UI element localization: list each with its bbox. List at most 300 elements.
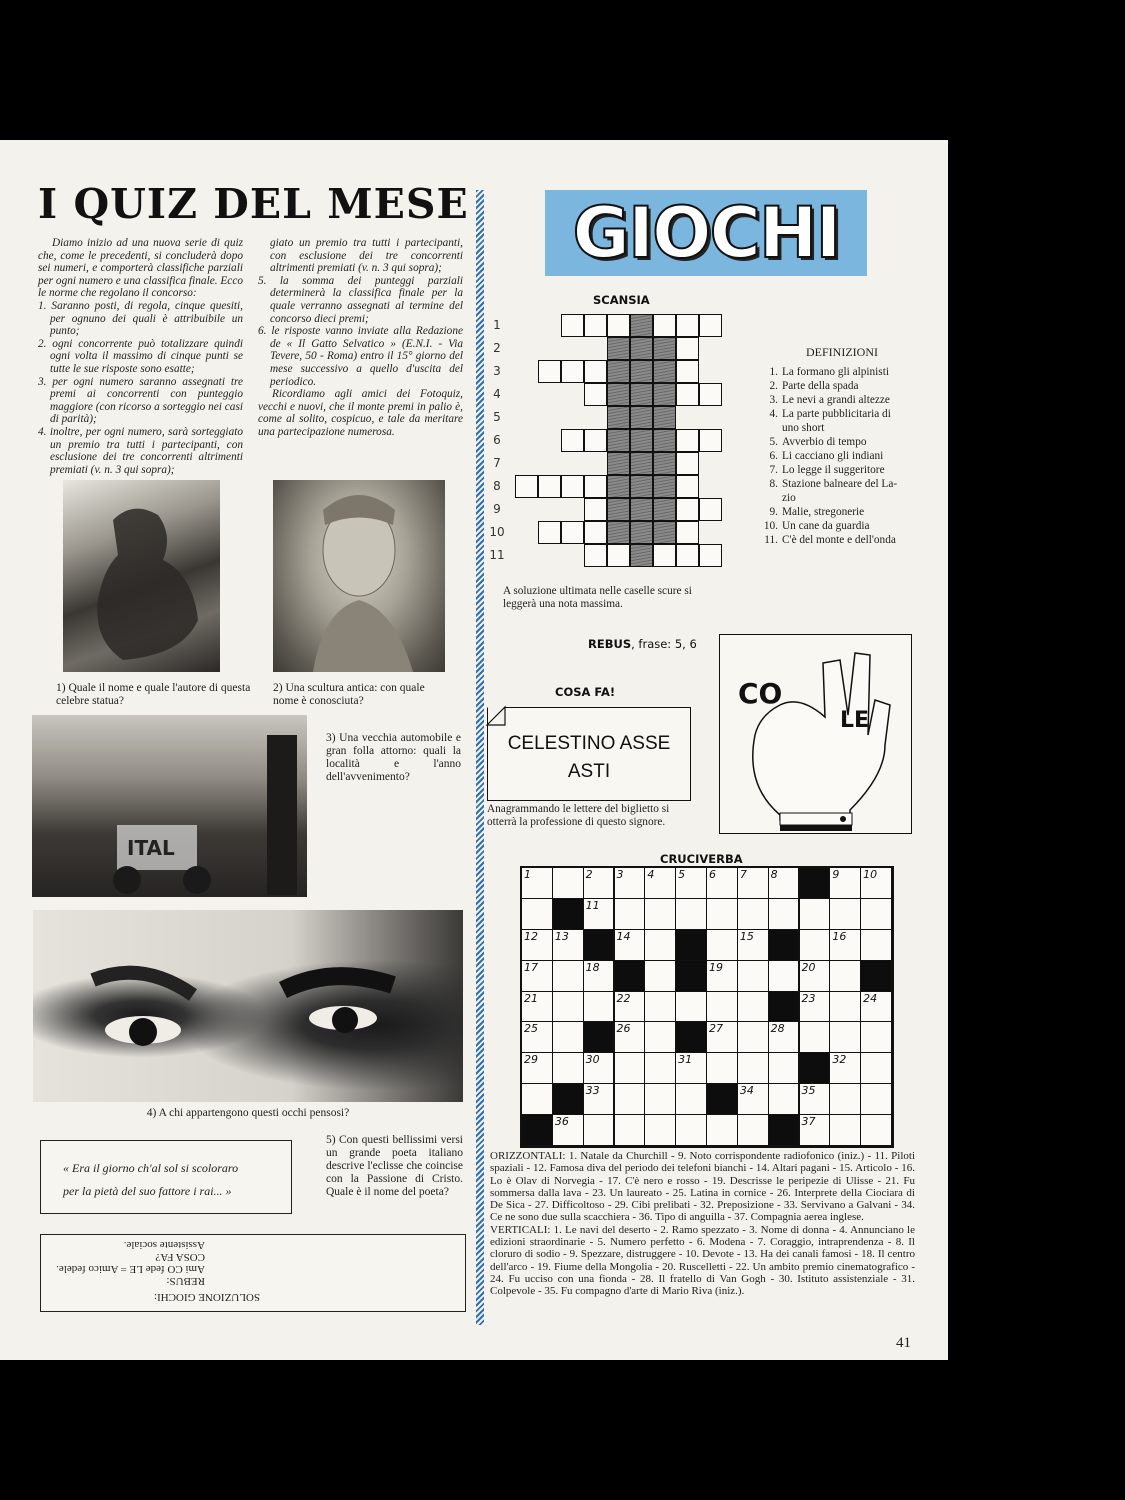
crossword-cell[interactable] — [521, 1021, 553, 1053]
crossword-black-cell — [675, 929, 707, 961]
crossword-cell[interactable] — [614, 1114, 646, 1146]
scansia-cell[interactable] — [538, 360, 561, 383]
scansia-cell-shaded[interactable] — [630, 498, 653, 521]
rebus-letters-le: LE — [840, 708, 870, 733]
crossword-cell[interactable] — [829, 1021, 861, 1053]
scansia-row-number: 10 — [489, 525, 505, 539]
scansia-cell-shaded[interactable] — [630, 452, 653, 475]
statue-thinker-photo — [63, 480, 220, 672]
definition-text: Stazione balneare del La- — [782, 478, 898, 490]
crossword-cell[interactable] — [799, 1114, 831, 1146]
scansia-cell[interactable] — [653, 314, 676, 337]
rules-column-1 — [38, 237, 243, 476]
crossword-cell[interactable] — [614, 867, 646, 899]
crossword-cell[interactable] — [583, 960, 615, 992]
crossword-cell[interactable] — [521, 960, 553, 992]
crossword-cell[interactable] — [614, 1021, 646, 1053]
crossword-cell[interactable] — [829, 867, 861, 899]
crossword-cell[interactable] — [644, 1083, 676, 1115]
crossword-cell[interactable] — [737, 898, 769, 930]
crossword-clue-number: 23 — [801, 991, 816, 1005]
crossword-clue-number: 11 — [585, 898, 600, 912]
crossword-cell[interactable] — [552, 1052, 584, 1084]
crossword-cell[interactable] — [644, 1052, 676, 1084]
solution-lines — [56, 1239, 205, 1287]
scansia-cell-shaded[interactable] — [653, 406, 676, 429]
rebus-letters-co: CO — [738, 677, 783, 710]
scansia-cell-shaded[interactable] — [607, 475, 630, 498]
scansia-note: A soluzione ultimata nelle caselle scure si leggerà una nota massima. — [503, 585, 692, 610]
scansia-cell-shaded[interactable] — [653, 429, 676, 452]
vintage-car-icon — [32, 715, 307, 897]
definition-continuation: zio — [782, 492, 796, 504]
definition-number: 5. — [769, 436, 778, 448]
definition-item — [762, 407, 922, 421]
crossword-cell[interactable] — [552, 1114, 584, 1146]
scansia-cell[interactable] — [561, 429, 584, 452]
scansia-cell[interactable] — [699, 314, 722, 337]
scansia-cell-shaded[interactable] — [607, 360, 630, 383]
crossword-cell[interactable] — [552, 1021, 584, 1053]
scansia-cell-shaded[interactable] — [607, 521, 630, 544]
crossword-black-cell — [614, 960, 646, 992]
crossword-cell[interactable] — [706, 867, 738, 899]
rule-item-continuation: giato un premio tra tutti i partecipanti, con esclusione dei tre concorrenti altrimenti premiati (v. n. 3 qui sopra); — [270, 237, 463, 275]
rebus-heading — [588, 637, 697, 651]
crossword-cell[interactable] — [829, 1083, 861, 1115]
scansia-row-number: 9 — [493, 502, 501, 516]
scansia-cell[interactable] — [676, 337, 699, 360]
question-1-caption: 1) Quale il nome e quale l'autore di questa celebre statua? — [56, 682, 251, 707]
crossword-cell[interactable] — [521, 929, 553, 961]
scansia-title: SCANSIA — [593, 293, 650, 307]
definition-text: Lo legge il suggeritore — [782, 464, 885, 476]
crossword-cell[interactable] — [706, 898, 738, 930]
scansia-row-number: 3 — [493, 364, 501, 378]
scansia-cell[interactable] — [584, 475, 607, 498]
crossword-clue-number: 8 — [770, 868, 778, 881]
scansia-cell-shaded[interactable] — [630, 360, 653, 383]
definition-continuation: uno short — [782, 422, 825, 434]
scansia-cell[interactable] — [676, 452, 699, 475]
definition-text: C'è del monte e dell'onda — [782, 534, 896, 546]
crossword-clue-number: 5 — [678, 868, 686, 881]
closing-text: Ricordiamo agli amici dei Fotoquiz, vecchi e nuovi, che il monte premi in palio è, come al solito, cospicuo, e tale da meritare una partecipazione numerosa. — [258, 388, 463, 438]
cosa-fa-title: COSA FA! — [555, 685, 616, 699]
page-number: 41 — [896, 1335, 911, 1351]
crossword-cell[interactable] — [675, 867, 707, 899]
quote-line: per la pietà del suo fattore i rai... » — [63, 1184, 232, 1198]
question-3-caption: 3) Una vecchia automobile e gran folla attorno: quali la località e l'anno dell'avvenimento? — [326, 732, 461, 783]
scansia-cell[interactable] — [561, 360, 584, 383]
crossword-cell[interactable] — [521, 867, 553, 899]
crossword-cell[interactable] — [799, 929, 831, 961]
definition-item — [762, 393, 922, 407]
hand-rebus-icon — [720, 635, 911, 833]
crossword-cell[interactable] — [706, 960, 738, 992]
scansia-cell-shaded[interactable] — [607, 452, 630, 475]
crossword-clue-number: 16 — [832, 929, 847, 943]
crossword-cell[interactable] — [552, 991, 584, 1023]
fold-line-icon — [487, 707, 507, 727]
crossword-cell[interactable] — [737, 1114, 769, 1146]
question-2-caption: 2) Una scultura antica: con quale nome è conosciuta? — [273, 682, 425, 707]
scansia-cell-shaded[interactable] — [653, 383, 676, 406]
crossword-cell[interactable] — [644, 929, 676, 961]
scansia-cell[interactable] — [676, 383, 699, 406]
rule-item: 6. le risposte vanno inviate alla Redazione de « Il Gatto Selvatico » (E.N.I. - Via Tevere, 50 - Roma) entro il 15° giorno del mese successivo a quello d'uscita del periodico. — [258, 325, 463, 388]
definition-text: Parte della spada — [782, 380, 859, 392]
definition-item — [762, 379, 922, 393]
crossword-cell[interactable] — [860, 1083, 892, 1115]
crossword-clue-number: 7 — [739, 868, 747, 881]
crossword-cell[interactable] — [521, 898, 553, 930]
scansia-cell-shaded[interactable] — [653, 337, 676, 360]
rule-item: 4. inoltre, per ogni numero, sarà sorteggiato un premio tra tutti i partecipanti, con esclusione dei tre concorrenti altrimenti premiati (v. n. 3 qui sopra); — [38, 425, 243, 476]
scansia-cell-shaded[interactable] — [653, 498, 676, 521]
scansia-cell[interactable] — [653, 544, 676, 567]
giochi-logo — [545, 190, 867, 276]
crossword-cell[interactable] — [799, 960, 831, 992]
scansia-cell-shaded[interactable] — [653, 475, 676, 498]
crossword-black-cell — [675, 1021, 707, 1053]
crossword-cell[interactable] — [860, 991, 892, 1023]
ticket-card — [487, 707, 691, 801]
crossword-cell[interactable] — [614, 898, 646, 930]
crossword-grid — [520, 866, 894, 1148]
scansia-cell-shaded[interactable] — [630, 314, 653, 337]
crossword-cell[interactable] — [799, 1083, 831, 1115]
definition-number: 8. — [769, 478, 778, 490]
crossword-clue-number: 33 — [585, 1084, 600, 1098]
crossword-cell[interactable] — [768, 898, 800, 930]
scansia-row-number: 1 — [493, 318, 501, 332]
crossword-cell[interactable] — [552, 960, 584, 992]
quote-line: « Era il giorno ch'al sol si scoloraro — [63, 1161, 239, 1175]
crossword-cell[interactable] — [768, 1083, 800, 1115]
scansia-cell[interactable] — [584, 383, 607, 406]
crossword-cell[interactable] — [768, 1021, 800, 1053]
scansia-cell-shaded[interactable] — [653, 360, 676, 383]
scansia-cell[interactable] — [699, 429, 722, 452]
crossword-black-cell — [583, 929, 615, 961]
crossword-cell[interactable] — [614, 1052, 646, 1084]
crossword-clue-number: 26 — [616, 1022, 631, 1036]
crossword-clue-number: 15 — [739, 929, 754, 943]
ticket-text — [488, 730, 690, 786]
crossword-cell[interactable] — [644, 867, 676, 899]
vintage-car-photo — [32, 715, 307, 897]
scansia-cell-shaded[interactable] — [653, 452, 676, 475]
crossword-clue-number: 1 — [524, 868, 531, 881]
definition-item — [762, 505, 922, 519]
crossword-cell[interactable] — [829, 991, 861, 1023]
crossword-cell[interactable] — [860, 867, 892, 899]
crossword-cell[interactable] — [675, 898, 707, 930]
crossword-cell[interactable] — [644, 960, 676, 992]
scansia-cell[interactable] — [699, 544, 722, 567]
crossword-cell[interactable] — [706, 929, 738, 961]
scansia-cell[interactable] — [584, 544, 607, 567]
definition-item — [762, 477, 922, 491]
definition-number: 4. — [769, 408, 778, 420]
crossword-clue-number: 2 — [585, 868, 593, 881]
scansia-cell[interactable] — [584, 521, 607, 544]
definition-number: 2. — [769, 380, 778, 392]
scansia-row-number: 5 — [493, 410, 501, 424]
crossword-cell[interactable] — [644, 898, 676, 930]
solution-line: COSA FA? — [155, 1251, 205, 1263]
crossword-clue-number: 24 — [863, 991, 878, 1005]
definition-text: Li cacciano gli indiani — [782, 450, 884, 462]
crossword-clue-number: 18 — [585, 960, 600, 974]
crossword-black-cell — [675, 960, 707, 992]
scansia-cell[interactable] — [676, 475, 699, 498]
crossword-cell[interactable] — [799, 1021, 831, 1053]
definitions-title: DEFINIZIONI — [806, 345, 878, 359]
rule-item: 2. ogni concorrente può totalizzare quindi ogni volta il massimo di cinque punti se tutte le sue risposte sono esatte; — [38, 337, 243, 375]
crossword-cell[interactable] — [737, 929, 769, 961]
scansia-cell[interactable] — [538, 521, 561, 544]
scansia-cell[interactable] — [676, 498, 699, 521]
crossword-cell[interactable] — [552, 867, 584, 899]
solution-title: SOLUZIONE GIOCHI: — [153, 1291, 260, 1303]
scansia-cell-shaded[interactable] — [607, 383, 630, 406]
ticket-line: ASTI — [567, 761, 611, 782]
page-title: I QUIZ DEL MESE — [38, 180, 469, 228]
crossword-cell[interactable] — [675, 1083, 707, 1115]
scansia-cell-shaded[interactable] — [630, 544, 653, 567]
scansia-row-number: 2 — [493, 341, 501, 355]
crossword-cell[interactable] — [583, 898, 615, 930]
scansia-cell-shaded[interactable] — [607, 498, 630, 521]
crossword-cell[interactable] — [675, 1052, 707, 1084]
definition-item — [762, 463, 922, 477]
crossword-clue-number: 21 — [524, 991, 538, 1005]
crossword-clue-number: 34 — [739, 1084, 754, 1098]
crossword-cell[interactable] — [860, 1021, 892, 1053]
scansia-cell-shaded[interactable] — [630, 383, 653, 406]
cosa-fa-note: Anagrammando le lettere del biglietto si otterrà la professione di questo signore. — [487, 803, 670, 828]
crossword-cell[interactable] — [737, 960, 769, 992]
definition-text: Malie, stregonerie — [782, 506, 865, 518]
definition-number: 6. — [769, 450, 778, 462]
crossword-clue-number: 9 — [832, 868, 840, 881]
crossword-cell[interactable] — [799, 991, 831, 1023]
clues-down: VERTICALI: 1. Le navi del deserto - 2. Ramo spezzato - 3. Nome di donna - 4. Annunciano le edizioni straordinarie - 5. Numero perfetto - 6. Modena - 7. Coraggio, intraprendenza - 8. Il cloruro di sodio - 9. Spezzare, distruggere - 10. Devote - 13. Ha dei canali famosi - 18. Il centro dell'arco - 19. Fiume della Mongolia - 20. Ruscelletti - 22. Un ambito premio cinematografico - 24. Fu ucciso con una fionda - 28. Il fratello di Van Gogh - 30. Istituto assistenziale - 31. Colpevole - 35. Fu compagno d'arte di Mario Riva (iniz.). — [490, 1223, 915, 1298]
definition-text: Un cane da guardia — [782, 520, 870, 532]
giochi-logo-text: GIOCHI — [572, 192, 840, 274]
crossword-cell[interactable] — [829, 898, 861, 930]
scansia-cell[interactable] — [561, 475, 584, 498]
crossword-cell[interactable] — [521, 1083, 553, 1115]
crossword-cell[interactable] — [675, 1114, 707, 1146]
scansia-cell[interactable] — [584, 314, 607, 337]
definition-number: 3. — [769, 394, 778, 406]
scansia-cell[interactable] — [584, 360, 607, 383]
definition-text: Avverbio di tempo — [782, 436, 867, 448]
crossword-cell[interactable] — [768, 867, 800, 899]
hand-rebus-drawing — [719, 634, 912, 834]
crossword-cell[interactable] — [614, 991, 646, 1023]
eyes-closeup-photo — [33, 910, 463, 1102]
definition-item — [762, 449, 922, 463]
crossword-black-cell — [521, 1114, 553, 1146]
magazine-page — [0, 140, 948, 1360]
crossword-clue-number: 35 — [801, 1084, 816, 1098]
poem-quote-box — [40, 1140, 292, 1214]
scansia-cell-shaded[interactable] — [607, 337, 630, 360]
definition-item — [762, 435, 922, 449]
scansia-cell-shaded[interactable] — [607, 406, 630, 429]
crossword-clue-number: 3 — [616, 868, 624, 881]
scansia-row-number: 11 — [489, 548, 505, 562]
crossword-cell[interactable] — [706, 1021, 738, 1053]
question-4-caption: 4) A chi appartengono questi occhi pensosi? — [146, 1107, 350, 1119]
definition-number: 10. — [763, 520, 778, 532]
crossword-cell[interactable] — [644, 1021, 676, 1053]
solution-line: REBUS: — [166, 1275, 205, 1287]
bust-silhouette-icon — [273, 480, 445, 672]
crossword-cell[interactable] — [799, 898, 831, 930]
solution-line: Ami CO fede LE = Amico fedele. — [56, 1263, 205, 1275]
crossword-clue-number: 22 — [616, 991, 631, 1005]
scansia-cell[interactable] — [699, 383, 722, 406]
intro-text: Diamo inizio ad una nuova serie di quiz che, come le precedenti, si concluderà dopo sei numeri, e comporterà classifiche parziali per ogni numero e una classifica finale. Ecco le norme che regolano il concorso: — [38, 237, 243, 300]
definition-number: 1. — [769, 366, 778, 378]
crossword-cell[interactable] — [583, 991, 615, 1023]
crossword-clue-number: 4 — [647, 868, 655, 881]
scansia-cell[interactable] — [676, 314, 699, 337]
crossword-cell[interactable] — [737, 867, 769, 899]
crossword-cell[interactable] — [829, 1052, 861, 1084]
scansia-cell[interactable] — [561, 521, 584, 544]
definition-text: La formano gli alpinisti — [782, 366, 889, 378]
scansia-cell[interactable] — [607, 314, 630, 337]
crossword-cell[interactable] — [583, 1083, 615, 1115]
crossword-cell[interactable] — [552, 929, 584, 961]
scansia-cell-shaded[interactable] — [630, 521, 653, 544]
crossword-cell[interactable] — [644, 991, 676, 1023]
scansia-cell[interactable] — [515, 475, 538, 498]
scansia-cell[interactable] — [676, 429, 699, 452]
crossword-cell[interactable] — [737, 991, 769, 1023]
question-5-caption: 5) Con questi bellissimi versi un grande poeta italiano descrive l'eclisse che coincise con la Passione di Cristo. Quale è il nome del poeta? — [326, 1134, 463, 1198]
crossword-clue-number: 28 — [770, 1022, 785, 1036]
crossword-cell[interactable] — [829, 929, 861, 961]
ticket-line: CELESTINO ASSE — [507, 733, 671, 754]
crossword-cell[interactable] — [737, 1083, 769, 1115]
rule-item: 5. la somma dei punteggi parziali determinerà la classifica finale per la quale verranno assegnati al termine del concorso dieci premi; — [258, 274, 463, 325]
definition-text: Le nevi a grandi altezze — [782, 394, 890, 406]
thinker-silhouette-icon — [63, 480, 220, 672]
rebus-label: REBUS — [588, 637, 632, 651]
scansia-row-number: 8 — [493, 479, 501, 493]
crossword-cell[interactable] — [583, 1114, 615, 1146]
definition-item — [762, 533, 922, 547]
crossword-cell[interactable] — [829, 960, 861, 992]
crossword-clue-number: 31 — [678, 1053, 693, 1067]
crossword-cell[interactable] — [583, 1052, 615, 1084]
crossword-black-cell — [799, 1052, 831, 1084]
crossword-cell[interactable] — [614, 1083, 646, 1115]
crossword-cell[interactable] — [614, 929, 646, 961]
crossword-clue-number: 19 — [709, 960, 723, 974]
crossword-cell[interactable] — [737, 1052, 769, 1084]
crossword-cell[interactable] — [706, 991, 738, 1023]
crossword-cell[interactable] — [644, 1114, 676, 1146]
crossword-black-cell — [583, 1021, 615, 1053]
scansia-cell-shaded[interactable] — [653, 521, 676, 544]
clues-across: ORIZZONTALI: 1. Natale da Churchill - 9. Noto corrispondente radiofonico (iniz.) - 11. Piloti spaziali - 12. Famosa diva del periodo dei telefoni bianchi - 14. Altari pagani - 15. Articolo - 16. Lo è Olav di Norvegia - 17. C'è nero e rosso - 19. Descrisse le peripezie di Ulisse - 21. Fu sommersa dalla lava - 23. Un laureato - 25. Latina in cornice - 26. Interprete della Ciociara di De Sica - 27. Difficoltoso - 29. Cibi prelibati - 32. Preposizione - 33. Servivano a Galvani - 34. Ce ne sono due sulla scacchiera - 36. Tipo di anguilla - 37. Compagnia aerea inglese. — [490, 1150, 915, 1224]
scansia-cell[interactable] — [538, 475, 561, 498]
crossword-clue-number: 37 — [801, 1115, 816, 1129]
crossword-cell[interactable] — [737, 1021, 769, 1053]
crossword-cell[interactable] — [768, 1052, 800, 1084]
scansia-cell[interactable] — [676, 360, 699, 383]
crossword-cell[interactable] — [860, 898, 892, 930]
solution-box — [40, 1234, 466, 1312]
scansia-row-number: 7 — [493, 456, 501, 470]
scansia-cell-shaded[interactable] — [630, 475, 653, 498]
crossword-clue-number: 29 — [524, 1053, 538, 1067]
definition-item — [762, 519, 922, 533]
scansia-cell[interactable] — [676, 544, 699, 567]
rules-column-2 — [258, 237, 463, 439]
svg-text:ITAL: ITAL — [127, 836, 175, 860]
scansia-cell-shaded[interactable] — [630, 337, 653, 360]
crossword-clue-number: 6 — [709, 868, 716, 881]
poem-quote — [63, 1157, 238, 1203]
rule-item: 3. per ogni numero saranno assegnati tre premi ai concorrenti con punteggio maggiore (con ricorso a sorteggio nei casi di parità); — [38, 375, 243, 426]
scansia-cell-shaded[interactable] — [607, 429, 630, 452]
crossword-clue-number: 12 — [524, 929, 538, 943]
crossword-cell[interactable] — [860, 1114, 892, 1146]
crossword-cell[interactable] — [706, 1114, 738, 1146]
solution-upside-down — [41, 1235, 465, 1311]
scansia-cell[interactable] — [676, 521, 699, 544]
cruciverba-title: CRUCIVERBA — [660, 852, 743, 866]
crossword-cell[interactable] — [706, 1052, 738, 1084]
definition-number: 9. — [769, 506, 778, 518]
definition-text: La parte pubblicitaria di — [782, 408, 891, 420]
crossword-cell[interactable] — [583, 867, 615, 899]
definition-number: 11. — [764, 534, 778, 546]
scansia-cell-shaded[interactable] — [630, 406, 653, 429]
crossword-black-cell — [552, 898, 584, 930]
scansia-cell[interactable] — [699, 498, 722, 521]
ancient-bust-photo — [273, 480, 445, 672]
rule-item: 1. Saranno posti, di regola, cinque quesiti, per ognuno dei quali è attribuibile un punto; — [38, 299, 243, 338]
crossword-cell[interactable] — [860, 1052, 892, 1084]
definition-item — [762, 365, 922, 379]
scansia-cell[interactable] — [561, 314, 584, 337]
crossword-cell[interactable] — [521, 1052, 553, 1084]
scansia-cell[interactable] — [584, 429, 607, 452]
crossword-black-cell — [799, 867, 831, 899]
crossword-cell[interactable] — [829, 1114, 861, 1146]
crossword-cell[interactable] — [521, 991, 553, 1023]
crossword-black-cell — [768, 1114, 800, 1146]
crossword-cell[interactable] — [768, 960, 800, 992]
crossword-black-cell — [860, 960, 892, 992]
scansia-cell[interactable] — [607, 544, 630, 567]
crossword-cell[interactable] — [675, 991, 707, 1023]
crossword-cell[interactable] — [860, 929, 892, 961]
scansia-cell[interactable] — [584, 498, 607, 521]
scansia-cell-shaded[interactable] — [630, 429, 653, 452]
crossword-black-cell — [706, 1083, 738, 1115]
